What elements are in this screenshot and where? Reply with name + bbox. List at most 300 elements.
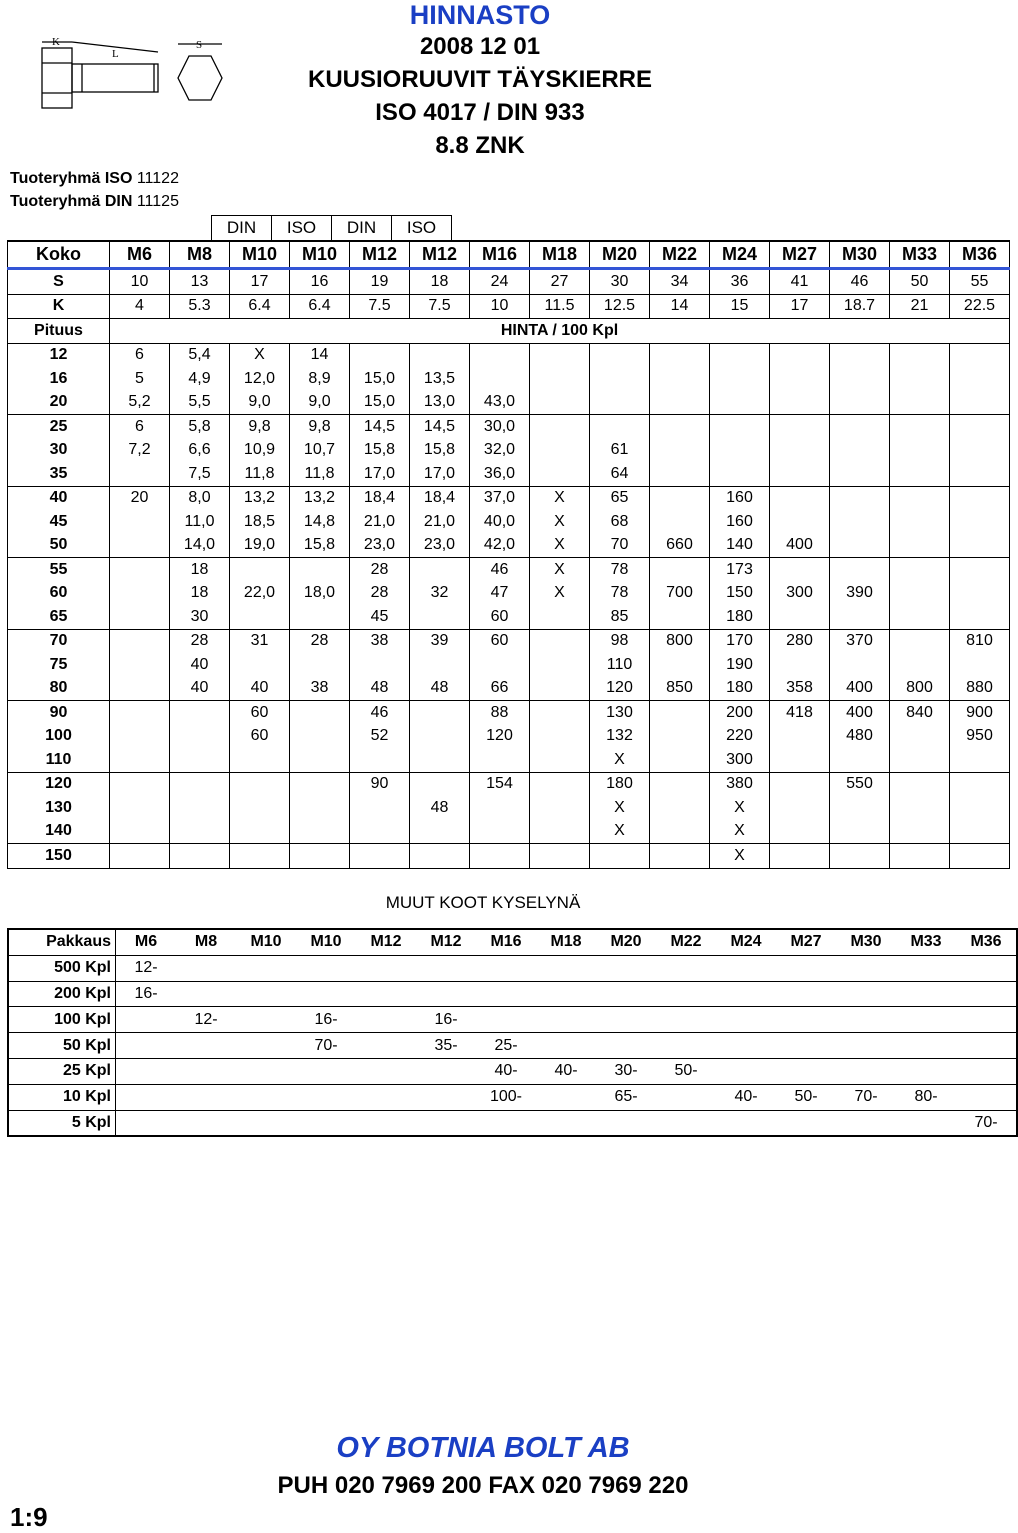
std-label: DIN: [212, 216, 272, 241]
table-cell: M27: [770, 241, 830, 269]
table-cell: [650, 510, 710, 534]
table-cell: [290, 701, 350, 725]
table-cell: [230, 820, 290, 844]
table-cell: 41: [770, 269, 830, 295]
table-cell: [530, 391, 590, 415]
table-cell: X: [530, 486, 590, 510]
row-label: S: [8, 269, 110, 295]
table-cell: 90: [350, 772, 410, 796]
table-cell: 5,2: [110, 391, 170, 415]
table-cell: 28: [170, 629, 230, 653]
table-cell: [530, 343, 590, 367]
contact-info: PUH 020 7969 200 FAX 020 7969 220: [277, 1472, 689, 1499]
table-cell: 11,0: [170, 510, 230, 534]
table-cell: [770, 510, 830, 534]
table-cell: [596, 955, 656, 981]
row-label: 80: [8, 677, 110, 701]
table-cell: [176, 1033, 236, 1059]
table-cell: M27: [776, 929, 836, 955]
table-cell: 15,8: [410, 439, 470, 463]
table-cell: 40-: [716, 1084, 776, 1110]
table-cell: [836, 981, 896, 1007]
table-cell: [356, 1110, 416, 1136]
table-cell: [950, 796, 1010, 820]
row-label: 40: [8, 486, 110, 510]
row-label: 50: [8, 534, 110, 558]
table-cell: [650, 605, 710, 629]
table-row: [8, 701, 1010, 725]
table-cell: [716, 1058, 776, 1084]
table-cell: [530, 677, 590, 701]
table-cell: [890, 391, 950, 415]
table-cell: 18.7: [830, 294, 890, 319]
table-cell: 200: [710, 701, 770, 725]
table-cell: X: [530, 534, 590, 558]
table-cell: [890, 772, 950, 796]
table-cell: [716, 1007, 776, 1033]
table-cell: [770, 772, 830, 796]
table-cell: [110, 844, 170, 869]
table-cell: [650, 367, 710, 391]
table-cell: [650, 558, 710, 582]
table-cell: 700: [650, 582, 710, 606]
table-cell: M33: [890, 241, 950, 269]
table-row: [8, 772, 1010, 796]
table-cell: [236, 1007, 296, 1033]
table-cell: 12-: [116, 955, 177, 981]
table-cell: [116, 1084, 177, 1110]
table-cell: 70-: [836, 1084, 896, 1110]
table-cell: [590, 391, 650, 415]
table-cell: M18: [536, 929, 596, 955]
table-cell: [650, 748, 710, 772]
drawing-label-s: S: [196, 39, 203, 51]
table-cell: [230, 772, 290, 796]
table-row: [8, 582, 1010, 606]
table-cell: 31: [230, 629, 290, 653]
table-cell: [650, 844, 710, 869]
table-cell: [530, 462, 590, 486]
table-cell: [170, 844, 230, 869]
table-cell: [356, 1033, 416, 1059]
row-label: 25: [8, 415, 110, 439]
table-cell: 15: [710, 294, 770, 319]
table-cell: [530, 415, 590, 439]
table-cell: [290, 605, 350, 629]
table-cell: 85: [590, 605, 650, 629]
table-cell: 810: [950, 629, 1010, 653]
table-cell: X: [710, 820, 770, 844]
table-cell: 160: [710, 486, 770, 510]
table-row: [8, 534, 1010, 558]
table-cell: [356, 1007, 416, 1033]
table-cell: [170, 725, 230, 749]
row-label: 35: [8, 462, 110, 486]
table-cell: 358: [770, 677, 830, 701]
table-row: [8, 844, 1010, 869]
table-cell: M12: [356, 929, 416, 955]
table-cell: [350, 653, 410, 677]
table-cell: [716, 955, 776, 981]
table-cell: [890, 343, 950, 367]
table-cell: 180: [710, 605, 770, 629]
table-cell: M20: [590, 241, 650, 269]
table-cell: 65-: [596, 1084, 656, 1110]
table-cell: [950, 439, 1010, 463]
table-cell: [650, 653, 710, 677]
table-cell: [890, 605, 950, 629]
table-cell: [890, 748, 950, 772]
table-cell: 6.4: [230, 294, 290, 319]
table-cell: 130: [590, 701, 650, 725]
table-cell: [296, 981, 356, 1007]
table-cell: M6: [116, 929, 177, 955]
table-cell: [716, 1110, 776, 1136]
note: MUUT KOOT KYSELYNÄ: [385, 893, 581, 912]
table-cell: [770, 748, 830, 772]
row-label: 10 Kpl: [8, 1084, 116, 1110]
table-cell: [530, 796, 590, 820]
table-cell: 23,0: [410, 534, 470, 558]
table-cell: [770, 844, 830, 869]
table-cell: [890, 796, 950, 820]
table-cell: [656, 981, 716, 1007]
table-cell: 400: [830, 701, 890, 725]
table-cell: 16-: [416, 1007, 476, 1033]
table-row: [8, 677, 1010, 701]
row-label: 45: [8, 510, 110, 534]
table-cell: [470, 844, 530, 869]
table-cell: [956, 1058, 1017, 1084]
table-row: [8, 653, 1010, 677]
table-cell: 480: [830, 725, 890, 749]
table-cell: [296, 1058, 356, 1084]
table-cell: [830, 486, 890, 510]
table-cell: 12.5: [590, 294, 650, 319]
table-cell: [836, 1058, 896, 1084]
table-cell: [950, 367, 1010, 391]
table-cell: [710, 343, 770, 367]
packaging-row: [8, 1084, 1017, 1110]
table-cell: [770, 462, 830, 486]
table-cell: [530, 605, 590, 629]
table-cell: [650, 796, 710, 820]
table-cell: [290, 772, 350, 796]
table-cell: 173: [710, 558, 770, 582]
row-label: 100 Kpl: [8, 1007, 116, 1033]
table-cell: 17,0: [410, 462, 470, 486]
table-cell: 21,0: [410, 510, 470, 534]
table-cell: [350, 844, 410, 869]
table-cell: [836, 955, 896, 981]
table-cell: [890, 653, 950, 677]
table-cell: 68: [590, 510, 650, 534]
table-cell: 46: [830, 269, 890, 295]
table-cell: 9,8: [290, 415, 350, 439]
table-cell: 400: [770, 534, 830, 558]
table-cell: M30: [830, 241, 890, 269]
table-cell: [530, 772, 590, 796]
table-cell: [896, 955, 956, 981]
table-cell: 34: [650, 269, 710, 295]
table-cell: 9,0: [230, 391, 290, 415]
row-label: 140: [8, 820, 110, 844]
table-cell: [650, 462, 710, 486]
table-cell: 418: [770, 701, 830, 725]
row-label: 70: [8, 629, 110, 653]
table-cell: [770, 391, 830, 415]
table-cell: [110, 629, 170, 653]
table-cell: 11,8: [230, 462, 290, 486]
table-cell: [230, 748, 290, 772]
packaging-row: [8, 981, 1017, 1007]
table-cell: 28: [350, 558, 410, 582]
table-cell: 45: [350, 605, 410, 629]
table-cell: [410, 844, 470, 869]
table-cell: [890, 510, 950, 534]
table-cell: 24: [470, 269, 530, 295]
table-cell: [830, 391, 890, 415]
table-cell: [416, 1084, 476, 1110]
table-cell: [230, 558, 290, 582]
table-cell: [890, 486, 950, 510]
table-cell: [410, 653, 470, 677]
table-cell: 64: [590, 462, 650, 486]
product-name: KUUSIORUUVIT TÄYSKIERRE: [307, 66, 653, 93]
table-cell: 900: [950, 701, 1010, 725]
table-cell: 52: [350, 725, 410, 749]
table-cell: M16: [470, 241, 530, 269]
table-cell: 370: [830, 629, 890, 653]
table-cell: [770, 415, 830, 439]
table-cell: [110, 582, 170, 606]
table-cell: [236, 1058, 296, 1084]
table-cell: [296, 1110, 356, 1136]
table-row: [8, 486, 1010, 510]
table-cell: 16-: [116, 981, 177, 1007]
table-cell: 120: [590, 677, 650, 701]
table-cell: 4,9: [170, 367, 230, 391]
table-cell: M6: [110, 241, 170, 269]
packaging-row: [8, 955, 1017, 981]
table-cell: 47: [470, 582, 530, 606]
table-cell: [776, 1110, 836, 1136]
table-cell: [716, 981, 776, 1007]
table-cell: [836, 1007, 896, 1033]
table-cell: [950, 844, 1010, 869]
table-cell: 28: [290, 629, 350, 653]
table-cell: 8,9: [290, 367, 350, 391]
table-cell: [950, 748, 1010, 772]
grade: 8.8 ZNK: [435, 132, 525, 159]
company-name: OY BOTNIA BOLT AB: [336, 1432, 630, 1464]
table-cell: M12: [416, 929, 476, 955]
table-cell: [290, 796, 350, 820]
table-cell: [590, 343, 650, 367]
table-cell: 55: [950, 269, 1010, 295]
table-cell: [170, 701, 230, 725]
table-cell: 48: [410, 677, 470, 701]
table-cell: 15,0: [350, 367, 410, 391]
table-row: [8, 796, 1010, 820]
table-row: [8, 415, 1010, 439]
packaging-table: [7, 928, 1018, 1137]
table-cell: [836, 1110, 896, 1136]
table-cell: [110, 820, 170, 844]
table-cell: [356, 1084, 416, 1110]
table-cell: [290, 653, 350, 677]
table-cell: [890, 725, 950, 749]
table-cell: [470, 796, 530, 820]
table-cell: [110, 677, 170, 701]
table-cell: 16: [290, 269, 350, 295]
table-cell: [890, 558, 950, 582]
scale-label: 1:9: [10, 1502, 48, 1532]
table-cell: [950, 486, 1010, 510]
table-cell: 30: [590, 269, 650, 295]
table-cell: 840: [890, 701, 950, 725]
table-cell: [950, 605, 1010, 629]
table-cell: [596, 1007, 656, 1033]
table-cell: [830, 343, 890, 367]
table-cell: [116, 1110, 177, 1136]
table-cell: [716, 1033, 776, 1059]
table-cell: 36: [710, 269, 770, 295]
table-cell: [110, 534, 170, 558]
table-cell: 100-: [476, 1084, 536, 1110]
table-cell: [110, 462, 170, 486]
table-row: [8, 462, 1010, 486]
row-label: 16: [8, 367, 110, 391]
table-cell: 78: [590, 582, 650, 606]
table-cell: [710, 415, 770, 439]
row-label: Pakkaus: [8, 929, 116, 955]
std-label: ISO: [392, 216, 452, 241]
table-cell: [230, 844, 290, 869]
table-cell: [950, 534, 1010, 558]
table-cell: [890, 844, 950, 869]
table-cell: 380: [710, 772, 770, 796]
table-cell: 30: [170, 605, 230, 629]
table-cell: 13: [170, 269, 230, 295]
table-cell: M36: [950, 241, 1010, 269]
table-cell: [356, 1058, 416, 1084]
table-cell: [236, 1110, 296, 1136]
table-cell: 9,8: [230, 415, 290, 439]
table-cell: [410, 605, 470, 629]
table-cell: M8: [170, 241, 230, 269]
table-cell: 15,0: [350, 391, 410, 415]
table-cell: [770, 439, 830, 463]
table-cell: [830, 534, 890, 558]
table-cell: [890, 629, 950, 653]
table-cell: 10,9: [230, 439, 290, 463]
table-cell: [110, 748, 170, 772]
row-label: 60: [8, 582, 110, 606]
table-cell: [536, 1084, 596, 1110]
table-row: [8, 343, 1010, 367]
table-cell: 12,0: [230, 367, 290, 391]
table-cell: 48: [410, 796, 470, 820]
table-cell: [710, 462, 770, 486]
table-cell: M12: [410, 241, 470, 269]
table-cell: 50: [890, 269, 950, 295]
table-cell: [890, 367, 950, 391]
table-cell: 18,4: [410, 486, 470, 510]
packaging-header-row: [8, 929, 1017, 955]
drawing-label-k: K: [52, 36, 60, 48]
table-cell: [710, 391, 770, 415]
table-cell: [350, 343, 410, 367]
table-cell: 37,0: [470, 486, 530, 510]
table-cell: [950, 391, 1010, 415]
table-cell: [650, 820, 710, 844]
table-cell: [236, 955, 296, 981]
table-cell: [656, 1033, 716, 1059]
table-cell: [656, 1007, 716, 1033]
table-cell: [176, 1110, 236, 1136]
table-cell: [830, 653, 890, 677]
table-cell: 30,0: [470, 415, 530, 439]
table-cell: [596, 981, 656, 1007]
table-cell: 170: [710, 629, 770, 653]
table-cell: 120: [470, 725, 530, 749]
table-cell: [290, 748, 350, 772]
table-cell: 60: [470, 605, 530, 629]
table-cell: 66: [470, 677, 530, 701]
table-cell: 390: [830, 582, 890, 606]
table-cell: [590, 415, 650, 439]
table-cell: 10,7: [290, 439, 350, 463]
table-cell: [596, 1033, 656, 1059]
table-cell: 150: [710, 582, 770, 606]
table-cell: [890, 534, 950, 558]
table-cell: 18: [410, 269, 470, 295]
table-cell: 43,0: [470, 391, 530, 415]
table-cell: [530, 629, 590, 653]
price-date: 2008 12 01: [419, 33, 541, 60]
table-cell: [410, 748, 470, 772]
page-title: HINNASTO: [409, 0, 551, 30]
table-cell: [830, 844, 890, 869]
table-cell: 6.4: [290, 294, 350, 319]
table-cell: 60: [470, 629, 530, 653]
table-cell: [896, 981, 956, 1007]
packaging-row: [8, 1110, 1017, 1136]
table-cell: [650, 701, 710, 725]
table-cell: [110, 510, 170, 534]
row-label: 25 Kpl: [8, 1058, 116, 1084]
table-cell: [776, 1033, 836, 1059]
table-cell: 154: [470, 772, 530, 796]
table-cell: X: [530, 510, 590, 534]
table-cell: X: [710, 796, 770, 820]
table-cell: X: [590, 796, 650, 820]
table-cell: [770, 558, 830, 582]
table-cell: [230, 605, 290, 629]
table-cell: [530, 701, 590, 725]
table-cell: 32,0: [470, 439, 530, 463]
table-cell: 14,5: [350, 415, 410, 439]
table-cell: 13,2: [230, 486, 290, 510]
row-label: 130: [8, 796, 110, 820]
table-cell: 6: [110, 343, 170, 367]
table-cell: 70: [590, 534, 650, 558]
price-table: [7, 240, 1010, 869]
table-cell: 50-: [656, 1058, 716, 1084]
table-row: [8, 820, 1010, 844]
row-label: 150: [8, 844, 110, 869]
